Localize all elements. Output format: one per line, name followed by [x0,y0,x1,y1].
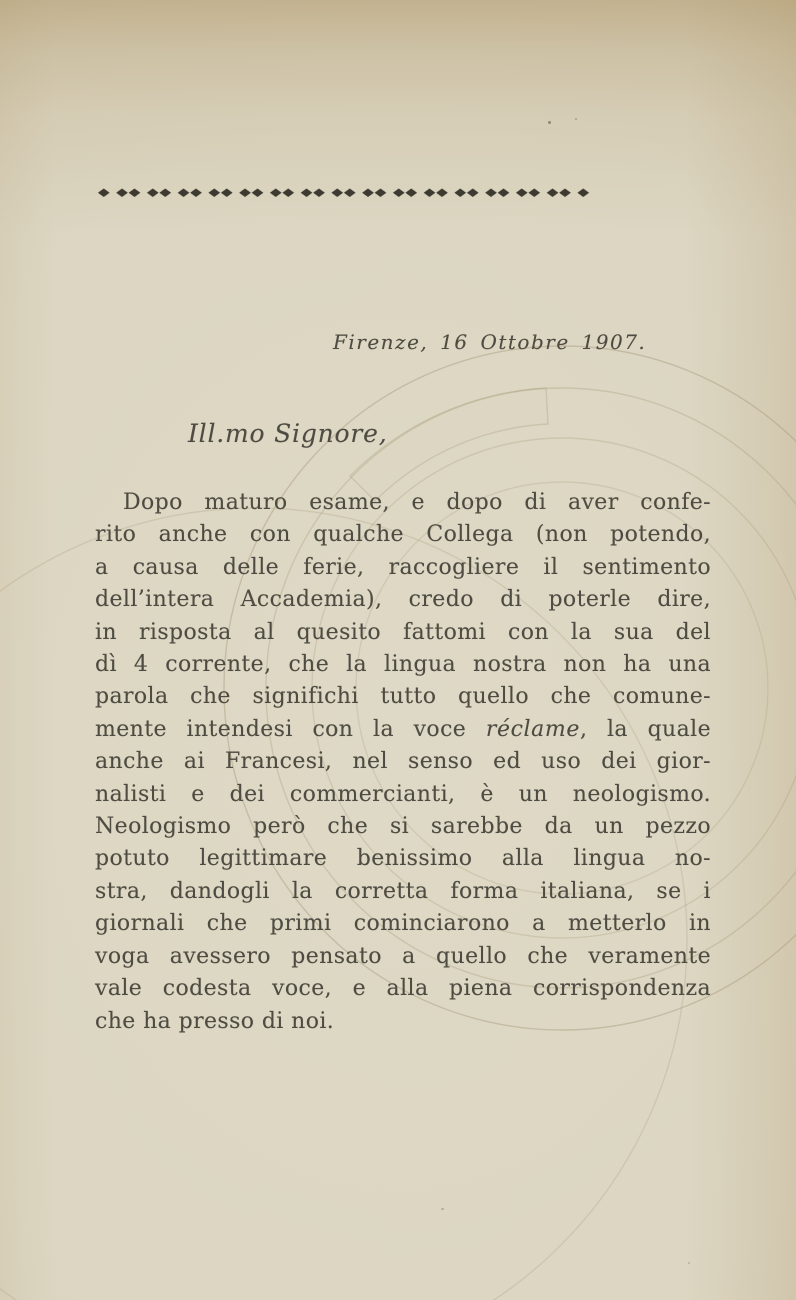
body-line: in risposta al quesito fattomi con la sua del [95,619,711,645]
paper-speck [548,121,551,124]
body-line: potuto legittimare benissimo alla lingua no- [95,846,711,872]
body-line: giornali che primi cominciarono a metterlo in [95,911,711,937]
paper-speck [575,118,577,120]
body-line: dì 4 corrente, che la lingua nostra non ha una [95,652,711,678]
body-line: che ha presso di noi. [95,1008,335,1034]
body-line: rito anche con qualche Collega (non potendo, [95,522,711,548]
diamond-ornament-border: ◆ ◆◆ ◆◆ ◆◆ ◆◆ ◆◆ ◆◆ ◆◆ ◆◆ ◆◆ ◆◆ ◆◆ ◆◆ ◆◆ ◆◆ ◆◆ ◆ [98,185,587,199]
body-line: Neologismo però che si sarebbe da un pezzo [95,814,711,840]
body-line: stra, dandogli la corretta forma italiana, se i [95,878,711,904]
emphasized-word-reclame: réclame [485,716,580,742]
body-line-text: , la quale [579,716,711,742]
body-line: a causa delle ferie, raccogliere il sentimento [95,554,711,580]
letter-body [95,487,711,1038]
body-line: dell’intera Accademia), credo di poterle dire, [95,587,711,613]
body-line-text: mente intendesi con la voce [95,716,486,742]
letter-dateline: Firenze, 16 Ottobre 1907. [333,330,647,354]
body-line: parola che significhi tutto quello che comune- [95,684,711,710]
paper-speck [688,1262,690,1264]
body-line: voga avessero pensato a quello che veramente [95,943,711,969]
body-line: vale codesta voce, e alla piena corrispondenza [95,976,711,1002]
body-line: anche ai Francesi, nel senso ed uso dei gior- [95,749,711,775]
letter-salutation: Ill.mo Signore, [188,419,388,448]
body-line: Dopo maturo esame, e dopo di aver confe- [123,490,711,515]
paper-speck [441,1208,444,1210]
body-line [95,714,711,746]
body-line: nalisti e dei commercianti, è un neologismo. [95,781,711,807]
